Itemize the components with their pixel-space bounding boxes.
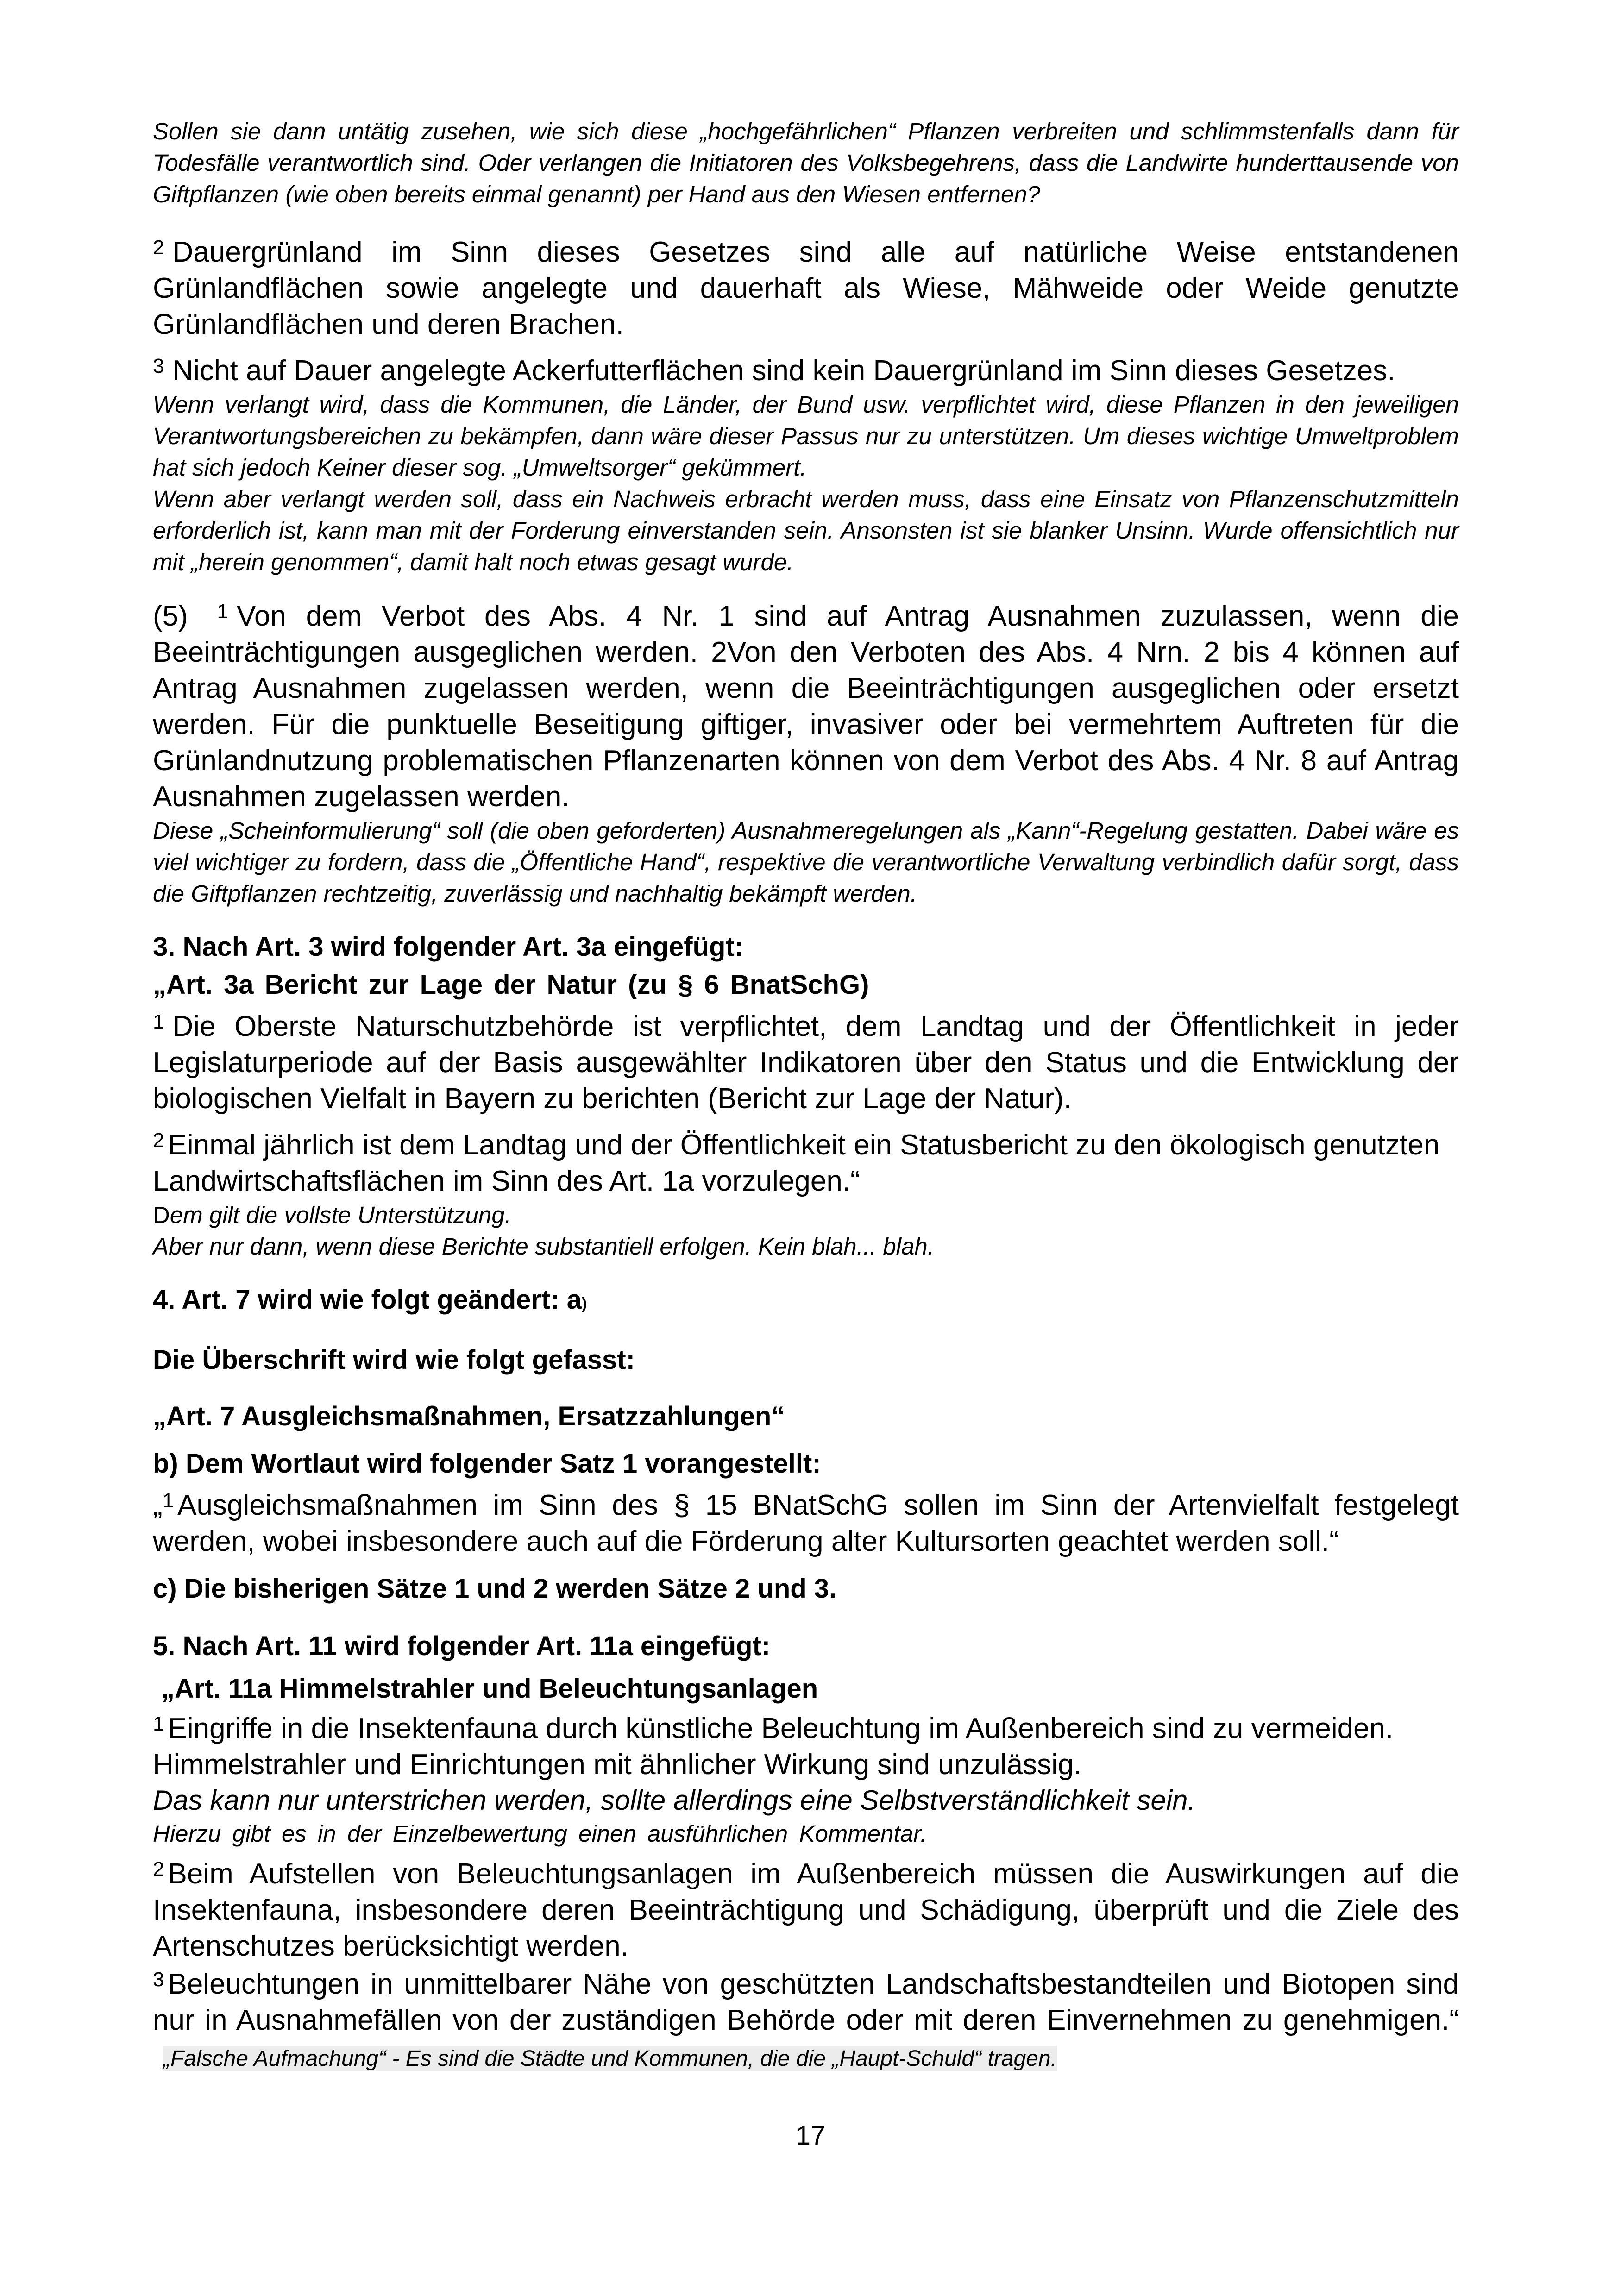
- paragraph-text: Eingriffe in die Insektenfauna durch künstliche Beleuchtung im Außenbereich sind zu vermeiden. Himmelstrahler und Einrichtungen mit ähnlicher Wirkung sind unzulässig.: [153, 1713, 1394, 1781]
- sentence-number: 2: [153, 1129, 164, 1152]
- paragraph-text: Ausgleichsmaßnahmen im Sinn des § 15 BNatSchG sollen im Sinn der Artenvielfalt festgelegt werden, wobei insbesondere auch auf die Förderung alter Kultursorten geachtet werden soll.“: [153, 1489, 1459, 1557]
- heading-art7-c: c) Die bisherigen Sätze 1 und 2 werden Sätze 2 und 3.: [153, 1574, 837, 1604]
- sentence-number: 2: [153, 1858, 164, 1881]
- heading-art3a: „Art. 3a Bericht zur Lage der Natur (zu § 6 BnatSchG): [153, 970, 869, 1000]
- paragraph-text: Die Oberste Naturschutzbehörde ist verpflichtet, dem Landtag und der Öffentlichkeit in jeder Legislaturperiode auf der Basis ausgewählter Indikatoren über den Status und die Entwicklung der biologischen Vielfalt in Bayern zu berichten (Bericht zur Lage der Natur).: [153, 1010, 1459, 1115]
- commentary-7: „Falsche Aufmachung“ - Es sind die Städte und Kommunen, die die „Haupt-Schuld“ tragen.: [163, 2046, 1057, 2071]
- commentary-2: Wenn aber verlangt werden soll, dass ein Nachweis erbracht werden muss, dass eine Einsatz von Pflanzenschutzmitteln erforderlich ist, kann man mit der Forderung einverstanden sein. Ansonsten ist sie blanker Unsinn. Wurde offensichtlich nur mit „herein genommen“, damit halt noch etwas gesagt wurde.: [153, 486, 1459, 575]
- paragraph-art11a-3: [153, 1966, 1459, 2077]
- heading-art7-b: b) Dem Wortlaut wird folgender Satz 1 vorangestellt:: [153, 1449, 821, 1479]
- commentary-4a: [153, 1199, 1459, 1231]
- commentary-6: Hierzu gibt es in der Einzelbewertung einen ausführlichen Kommentar.: [153, 1820, 927, 1847]
- page-content: [153, 116, 1459, 2077]
- paragraph-s3: [153, 353, 1459, 389]
- sentence-number: 3: [153, 355, 164, 377]
- paragraph-abs5: [153, 598, 1459, 815]
- paragraph-art3a-1: [153, 1009, 1459, 1117]
- sentence-number: 1: [153, 1010, 164, 1033]
- paragraph-text: Beleuchtungen in unmittelbarer Nähe von geschützten Landschaftsbestandteilen und Biotopen sind nur in Ausnahmefällen von der zuständigen Behörde oder mit deren Einvernehmen zu genehmigen.“: [153, 1968, 1459, 2036]
- paragraph-art11a-2: [153, 1856, 1459, 1964]
- commentary-initial: D: [153, 1202, 170, 1228]
- sentence-number: 1: [217, 600, 229, 623]
- heading-art7-name: „Art. 7 Ausgleichsmaßnahmen, Ersatzzahlungen“: [153, 1401, 785, 1431]
- paragraph-text: Nicht auf Dauer angelegte Ackerfutterflächen sind kein Dauergrünland im Sinn dieses Gesetzes.: [172, 355, 1395, 387]
- commentary-text: em gilt die vollste Unterstützung.: [170, 1202, 511, 1228]
- paragraph-art3a-2: [153, 1127, 1459, 1199]
- sentence-number: 3: [153, 1968, 164, 1991]
- paragraph-text: Von dem Verbot des Abs. 4 Nr. 1 sind auf Antrag Ausnahmen zuzulassen, wenn die Beeinträchtigungen ausgeglichen werden. 2Von den Verboten des Abs. 4 Nrn. 2 bis 4 können auf Antrag Ausnahmen zugelassen werden, wenn die Beeinträchtigungen ausgeglichen oder ersetzt werden. Für die punktuelle Beseitigung giftiger, invasiver oder bei vermehrtem Auftreten für die Grünlandnutzung problematischen Pflanzenarten können von dem Verbot des Abs. 4 Nr. 8 auf Antrag Ausnahmen zugelassen werden.: [153, 600, 1459, 813]
- commentary-5: Das kann nur unterstrichen werden, sollte allerdings eine Selbstverständlichkeit sein.: [153, 1785, 1196, 1816]
- commentary-3: Diese „Scheinformulierung“ soll (die oben geforderten) Ausnahmeregelungen als „Kann“-Regelung gestatten. Dabei wäre es viel wichtiger zu fordern, dass die „Öffentliche Hand“, respektive die verantwortliche Verwaltung verbindlich dafür sorgt, dass die Giftpflanzen rechtzeitig, zuverlässig und nachhaltig bekämpft werden.: [153, 817, 1459, 907]
- heading-art7-title: Die Überschrift wird wie folgt gefasst:: [153, 1345, 635, 1375]
- heading-text: 4. Art. 7 wird wie folgt geändert: a: [153, 1285, 582, 1315]
- quote-open: „: [153, 1489, 163, 1521]
- commentary-4b: Aber nur dann, wenn diese Berichte substantiell erfolgen. Kein blah... blah.: [153, 1233, 934, 1260]
- sentence-number: 1: [162, 1489, 174, 1512]
- heading-art11a: „Art. 11a Himmelstrahler und Beleuchtungsanlagen: [161, 1674, 818, 1704]
- paragraph-s2: [153, 234, 1459, 343]
- page-number: 17: [795, 2120, 826, 2151]
- paragraph-text: Einmal jährlich ist dem Landtag und der Öffentlichkeit ein Statusbericht zu den ökologisch genutzten Landwirtschaftsflächen im Sinn des Art. 1a vorzulegen.“: [153, 1129, 1440, 1197]
- commentary-intro: Sollen sie dann untätig zusehen, wie sich diese „hochgefährlichen“ Pflanzen verbreiten und schlimmstenfalls dann für Todesfälle verantwortlich sind. Oder verlangen die Initiatoren des Volksbegehrens, dass die Landwirte hunderttausende von Giftpflanzen (wie oben bereits einmal genannt) per Hand aus den Wiesen entfernen?: [153, 118, 1459, 207]
- sentence-number: 1: [153, 1713, 164, 1735]
- paragraph-text: Dauergrünland im Sinn dieses Gesetzes sind alle auf natürliche Weise entstandenen Grünlandflächen sowie angelegte und dauerhaft als Wiese, Mähweide oder Weide genutzte Grünlandflächen und deren Brachen.: [153, 236, 1459, 340]
- heading-art3: 3. Nach Art. 3 wird folgender Art. 3a eingefügt:: [153, 932, 744, 962]
- heading-suffix: ): [582, 1295, 587, 1312]
- paragraph-art7-1: [153, 1487, 1459, 1560]
- sentence-number: 2: [153, 236, 164, 259]
- heading-art11: 5. Nach Art. 11 wird folgender Art. 11a eingefügt:: [153, 1631, 771, 1661]
- paragraph-art11a-1: [153, 1711, 1459, 1783]
- commentary-1: Wenn verlangt wird, dass die Kommunen, die Länder, der Bund usw. verpflichtet wird, diese Pflanzen in den jeweiligen Verantwortungsbereichen zu bekämpfen, dann wäre dieser Passus nur zu unterstützen. Um dieses wichtige Umweltproblem hat sich jedoch Keiner dieser sog. „Umweltsorger“ gekümmert.: [153, 391, 1459, 481]
- heading-art7: [153, 1283, 1459, 1321]
- paragraph-text: Beim Aufstellen von Beleuchtungsanlagen im Außenbereich müssen die Auswirkungen auf die Insektenfauna, insbesondere deren Beeinträchtigung und Schädigung, überprüft und die Ziele des Artenschutzes berücksichtigt werden.: [153, 1858, 1459, 1962]
- paragraph-label: (5): [153, 600, 188, 632]
